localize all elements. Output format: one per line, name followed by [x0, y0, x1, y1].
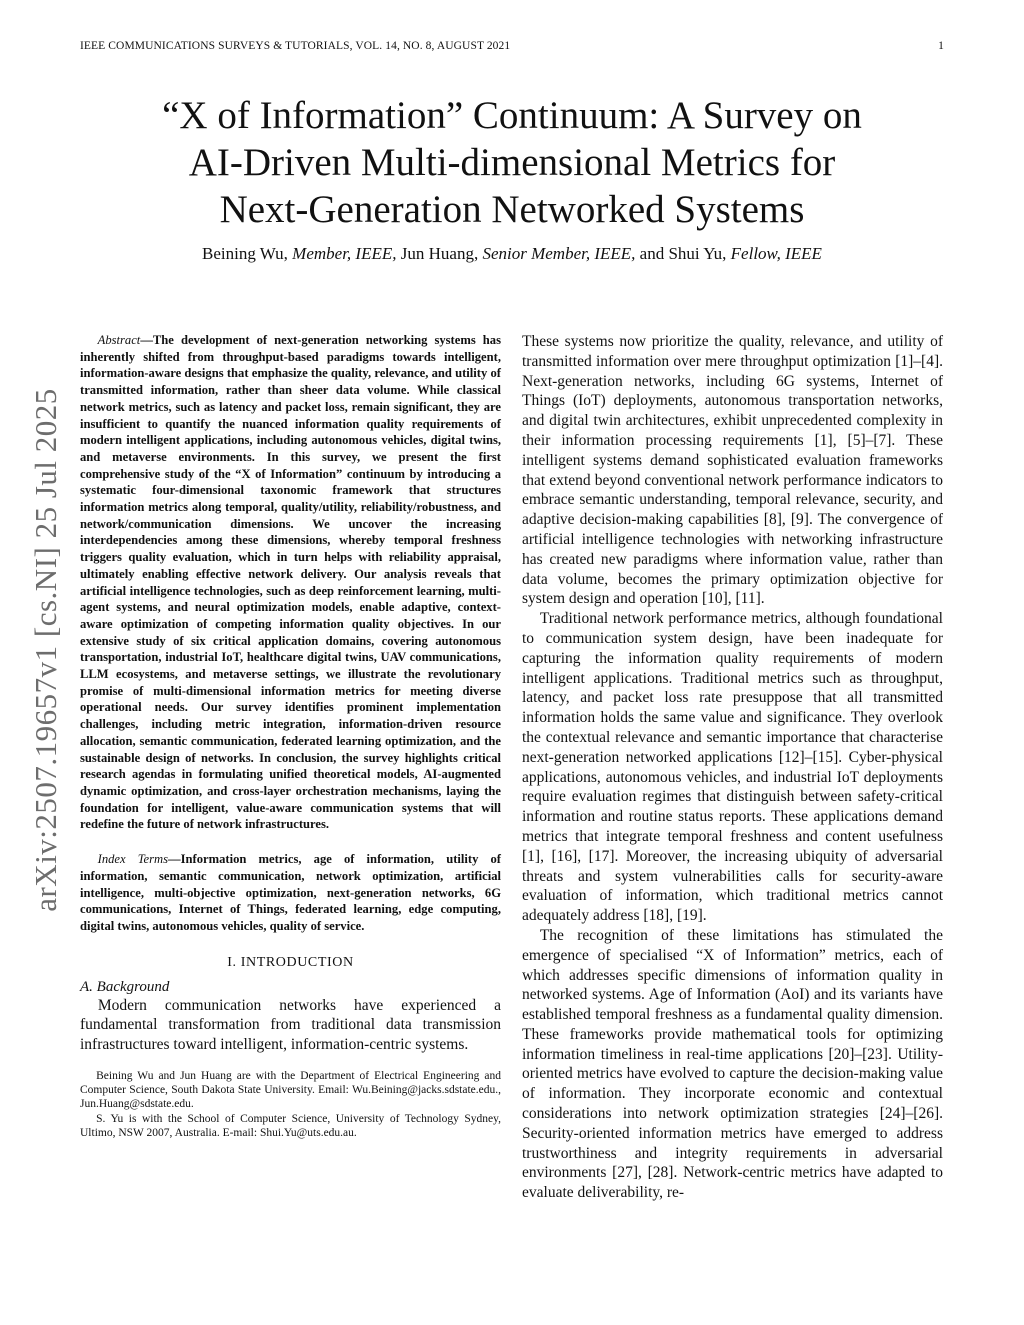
title-line: “X of Information” Continuum: A Survey on: [162, 94, 862, 137]
paper-title: [100, 92, 924, 233]
abstract: [80, 332, 501, 833]
section-number: I.: [227, 954, 241, 970]
index-terms: [80, 851, 501, 935]
author-line: [80, 243, 944, 265]
author-role: Senior Member, IEEE,: [482, 244, 636, 263]
author-name: and Shui Yu,: [635, 244, 731, 263]
left-column: [80, 332, 501, 1140]
author-name: Jun Huang,: [396, 244, 483, 263]
section-title-initial: I: [240, 954, 246, 970]
abstract-text: —The development of next-generation networking systems has inherently shifted from throughput-based paradigms towards intelligent, information-aware designs that emphasize the quality, relevance, and utility of transmitted information, rather than sheer data volume. While classical network metrics, such as latency and packet loss, remain significant, they are insufficient to quantify the nuanced information quality requirements of modern intelligent applications, including autonomous vehicles, digital twins, and metaverse environments. In this survey, we present the first comprehensive study of the “X of Information” continuum by introducing a systematic four-dimensional taxonomic framework that structures information metrics along temporal, quality/utility, reliability/robustness, and network/communication dimensions. We uncover the increasing interdependencies among these dimensions, whereby temporal freshness triggers quality evaluation, which in turn helps with reliability appraisal, ultimately enabling effective network delivery. Our analysis reveals that artificial intelligence technologies, such as deep reinforcement learning, multi-agent systems, and neural optimization models, enable adaptive, context-aware optimization of competing information quality objectives. In our extensive study of six critical application domains, covering autonomous transportation, industrial IoT, healthcare digital twins, UAV communications, LLM ecosystems, and metaverse settings, we illustrate the revolutionary promise of multi-dimensional information metrics for meeting diverse operational needs. Our survey identifies prominent implementation challenges, including metric integration, information-driven resource allocation, semantic communication, federated learning optimization, and the sustainable design of networks. In conclusion, the survey highlights critical research agendas in formulating unified theoretical models, AI-augmented dynamic optimization, and cross-layer orchestration mechanisms, laying the foundation for intelligent, value-aware communication systems that will redefine the future of network infrastructures.: [80, 333, 501, 832]
body-paragraph: The recognition of these limitations has stimulated the emergence of specialised “X of Information” metrics, each of which addresses specific dimensions of information quality in networked systems. Age of Information (AoI) and its variants have established temporal freshness as a fundamental quality dimension. These frameworks provide mathematical tools for optimizing information timeliness in real-time applications [20]–[23]. Utility-oriented metrics have evolved to capture the decision-making value of information. They incorporate economic and contextual considerations into network optimization strategies [24]–[26]. Security-oriented information metrics have emerged to address trustworthiness and integrity requirements in adversarial environments [27], [28]. Network-centric metrics have adapted to evaluate deliverability, re-: [522, 926, 943, 1202]
abstract-label: Abstract: [97, 333, 141, 347]
author-role: Fellow, IEEE: [730, 244, 822, 263]
body-paragraph: Traditional network performance metrics, although foundational to communication system design, have been inadequate for capturing the information quality requirements of modern intelligent applications. Traditional metrics such as throughput, latency, and packet loss rate presuppose that all transmitted information holds the same value and significance. They overlook the contextual relevance and semantic importance that characterise next-generation networked applications [12]–[15]. Cyber-physical applications, autonomous vehicles, and industrial IoT deployments require evaluation regimes that distinguish between safety-critical information and routine status reports. These applications demand metrics that integrate temporal freshness and content usefulness [1], [16], [17]. Moreover, the increasing ubiquity of adversarial threats and system vulnerabilities calls for security-aware evaluation of information, which traditional metrics cannot adequately address [18], [19].: [522, 610, 943, 925]
journal-header: IEEE COMMUNICATIONS SURVEYS & TUTORIALS, VOL. 14, NO. 8, AUGUST 2021: [80, 40, 511, 52]
body-paragraph: Modern communication networks have experienced a fundamental transformation from traditional data transmission infrastructures toward intelligent, information-centric systems.: [80, 996, 501, 1054]
footnotes: [80, 1069, 501, 1140]
section-heading: [80, 955, 501, 971]
footnote: Beining Wu and Jun Huang are with the Department of Electrical Engineering and Computer Science, South Dakota State University. Email: Wu.Beining@jacks.sdstate.edu., Jun.Huang@sdstate.edu.: [80, 1070, 501, 1111]
title-line: AI-Driven Multi-dimensional Metrics for: [188, 141, 836, 184]
author-role: Member, IEEE,: [292, 244, 397, 263]
right-column: [522, 332, 943, 1203]
author-name: Beining Wu,: [202, 244, 293, 263]
section-title-rest: NTRODUCTION: [246, 954, 354, 970]
arxiv-id-text: arXiv:2507.19657v1 [cs.NI] 25 Jul 2025: [28, 388, 63, 912]
running-header: [80, 40, 944, 56]
index-terms-text: —Information metrics, age of information, utility of information, semantic communication, network optimization, artificial intelligence, multi-objective optimization, next-generation networks, 6G communications, Internet of Things, federated learning, edge computing, digital twins, autonomous vehicles, quality of service.: [80, 852, 501, 933]
body-paragraph: These systems now prioritize the quality, relevance, and utility of transmitted information over mere throughput optimization [1]–[4]. Next-generation networks, including 6G systems, Internet of Things (IoT) deployments, autonomous transportation networks, and digital twin architectures, exhibit unprecedented complexity in their information processing requirements [1], [5]–[7]. These intelligent systems demand sophisticated evaluation frameworks that extend beyond conventional network performance indicators to embrace semantic understanding, temporal relevance, security, and adaptive decision-making capabilities [8], [9]. The convergence of artificial intelligence technologies with networking infrastructure has created new paradigms where information value, rather than data volume, becomes the primary optimization objective for system design and operation [10], [11].: [522, 333, 943, 608]
index-terms-label: Index Terms: [97, 852, 169, 867]
title-line: Next-Generation Networked Systems: [219, 188, 805, 231]
footnote: S. Yu is with the School of Computer Science, University of Technology Sydney, Ultimo, NSW 2007, Australia. E-mail: Shui.Yu@uts.edu.au.: [80, 1112, 501, 1139]
subsection-heading: A. Background: [80, 978, 170, 995]
page-number: 1: [938, 40, 944, 52]
